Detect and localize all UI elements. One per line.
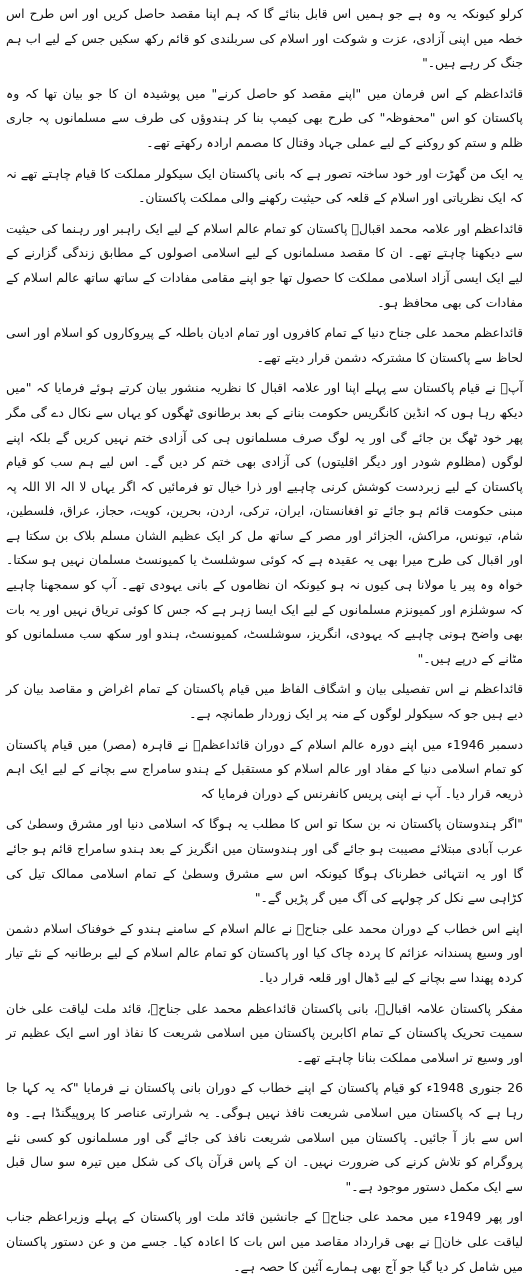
paragraph-2: قائداعظم کے اس فرمان میں "اپنے مقصد کو حاصل کرنے" میں پوشیدہ ان کا جو بیان تھا کہ وہ پاکستان کو اس "محفوظہ" کی طرح بھی کیمپ بنا کر ہندوؤں کی طرف سے مسلمانوں پہ جاری ظلم و ستم کو روکنے کے لیے عملی جہاد وقتال کا مصمم ارادہ رکھتے تھے۔ [6,85,523,150]
paragraph-10: اپنے اس خطاب کے دوران محمد علی جناحؒ نے عالم اسلام کے سامنے ہندو کے خوفناک اسلام دشمن اور وسیع پسندانہ عزائم کا پردہ چاک کیا اور پاکستان کو تمام عالم اسلام کے لیے برطانیہ کے نئے تیار کردہ پھندا سے بچانے کے لیے ڈھال اور قلعہ قرار دیا۔ [6,920,523,985]
paragraph-3: یہ ایک من گھڑت اور خود ساختہ تصور ہے کہ بانی پاکستان ایک سیکولر مملکت کا قیام چاہتے تھے نہ کہ ایک نظریاتی اور اسلام کے قلعہ کی حیثیت رکھنے والی مملکت پاکستان۔ [6,165,523,206]
paragraph-5: قائداعظم محمد علی جناح دنیا کے تمام کافروں اور تمام ادیان باطلہ کے پیروکاروں کو اسلام اور اسی لحاظ سے پاکستان کا مشترکہ دشمن قرار دیتے تھے۔ [6,325,523,365]
paragraph-12: 26 جنوری 1948ء کو قیام پاکستان کے اپنے خطاب کے دوران بانی پاکستان نے فرمایا "کہ یہ کہا جا رہا ہے کہ پاکستان میں اسلامی شریعت نافذ نہیں ہوگی۔ یہ شرارتی عناصر کا پروپیگنڈا ہے۔ وہ اس سے باز آ جائیں۔ پاکستان میں اسلامی شریعت نافذ کی جائے گی اور مسلمانوں کو کسی نئے پروگرام کو تلاش کرنے کی ضرورت نہیں۔ ان کے پاس قرآن پاک کی شکل میں تیرہ سو سال قبل سے ایک مکمل دستور موجود ہے۔" [6,1080,524,1194]
paragraph-7: قائداعظم نے اس تفصیلی بیان و اشگاف الفاظ میں قیام پاکستان کے تمام اغراض و مقاصد بیان کر دیے ہیں جو کہ سیکولر لوگوں کے منہ پر ایک زوردار طمانچہ ہے۔ [6,681,523,722]
paragraph-13: اور پھر 1949ء میں محمد علی جناحؒ کے جانشین قائد ملت اور پاکستان کے پہلے وزیراعظم جناب لیاقت علی خانؒ نے بھی قرارداد مقاصد میں اس بات کا اعادہ کیا۔ جسے من و عن دستور پاکستان میں شامل کر دیا گیا جو آج بھی ہمارے آئین کا حصہ ہے۔ [6,1209,523,1274]
paragraph-6: آپؒ نے قیام پاکستان سے پہلے اپنا اور علامہ اقبال کا نظریہ منشور بیان کرتے ہوئے فرمایا کہ "میں دیکھ رہا ہوں کہ انڈین کانگریس حکومت بنانے کے بعد برطانوی ٹھگوں کو یہاں سے نکال دے گی مگر پھر خود ٹھگ بن جائے گی اور یہ لوگ صرف مسلمانوں ہی کی آزادی ختم نہیں کریں گے بلکہ اپنے لوگوں (مظلوم شودر اور دیگر اقلیتوں) کی آزادی بھی ختم کر دیں گے۔ اس لیے ہم سب کو قیام پاکستان کے لیے زبردست کوشش کرنی چاہیے اور ذرا خیال تو فرمائیں کہ اگر یہاں لا الہ الا اللہ پہ مبنی حکومت قائم ہو جائے تو افغانستان، ایران، ترکی، اردن، بحرین، کویت، حجاز، عراق، فلسطین، شام، تیونس، مراکش، الجزائر اور مصر کے ساتھ مل کر ایک عظیم الشان مسلم بلاک بن سکتا ہے اور اقبال کی طرح میرا بھی یہ عقیدہ ہے کہ کوئی سوشلسٹ یا کمیونسٹ مسلمان نہیں ہو سکتا۔ خواہ وہ پیر یا مولانا ہی کیوں نہ ہو کیونکہ ان نظاموں کے بانی یہودی تھے۔ آپ کو سمجھنا چاہیے کہ سوشلزم اور کمیونزم مسلمانوں کے لیے ایک ایسا زہر ہے کہ جس کا کوئی تریاق نہیں اور یہ بات بھی واضح ہونی چاہیے کہ یہودی، انگریز، سوشلسٹ، کمیونسٹ، ہندو اور سکھ سب مسلمانوں کو مٹانے کے درپے ہیں۔" [6,380,523,666]
paragraph-1: کرلو کیونکہ یہ وہ ہے جو ہمیں اس قابل بنائے گا کہ ہم اپنا مقصد حاصل کریں اور اس طرح اس خطہ میں اپنی آزادی، عزت و شوکت اور اسلام کی سربلندی کو قائم رکھ سکیں جس کے لیے اب ہم جنگ کر رہے ہیں۔" [6,6,523,71]
paragraph-4: قائداعظم اور علامہ محمد اقبالؒ پاکستان کو تمام عالم اسلام کے لیے ایک راہبر اور رہنما کی حیثیت سے دیکھنا چاہتے تھے۔ ان کا مقصد مسلمانوں کے لیے اسلامی اصولوں کے مطابق زندگی گزارنے کے لیے ایک ایسی آزاد اسلامی مملکت کا حصول تھا جو اپنے مقامی مفادات کے ساتھ ساتھ عالم اسلام کے مفادات کی بھی محافظ ہو۔ [6,220,523,310]
paragraph-11: مفکر پاکستان علامہ اقبالؒ، بانی پاکستان قائداعظم محمد علی جناحؒ، قائد ملت لیاقت علی خان سمیت تحریک پاکستان کے تمام اکابرین پاکستان میں اسلامی شریعت کا نفاذ اور اسے ایک عظیم تر اور وسیع تر اسلامی مملکت بنانا چاہتے تھے۔ [6,1000,523,1065]
paragraph-9-quote: "اگر ہندوستان پاکستان نہ بن سکا تو اس کا مطلب یہ ہوگا کہ اسلامی دنیا اور مشرق وسطیٰ کی عرب آبادی مبتلائے مصیبت ہو جائے گی اور ہندوستان میں انگریز کے بعد ہندو سامراج قائم ہو جائے گا اور یہ انتہائی خطرناک ہوگا کیونکہ اس سے مشرق وسطیٰ کے تمام اسلامی ممالک تیل کی کڑاہی سے نکل کر چولہے کی آگ میں گر پڑیں گے۔" [6,816,523,906]
paragraph-8: دسمبر 1946ء میں اپنے دورہ عالم اسلام کے دوران قائداعظمؒ نے قاہرہ (مصر) میں قیام پاکستان کو تمام اسلامی دنیا کے مفاد اور عالم اسلام کو مستقبل کے ہندو سامراج سے بچانے کے لیے ایک اہم ذریعہ قرار دیا۔ آپ نے اپنی پریس کانفرنس کے دوران فرمایا کہ [6,736,524,801]
